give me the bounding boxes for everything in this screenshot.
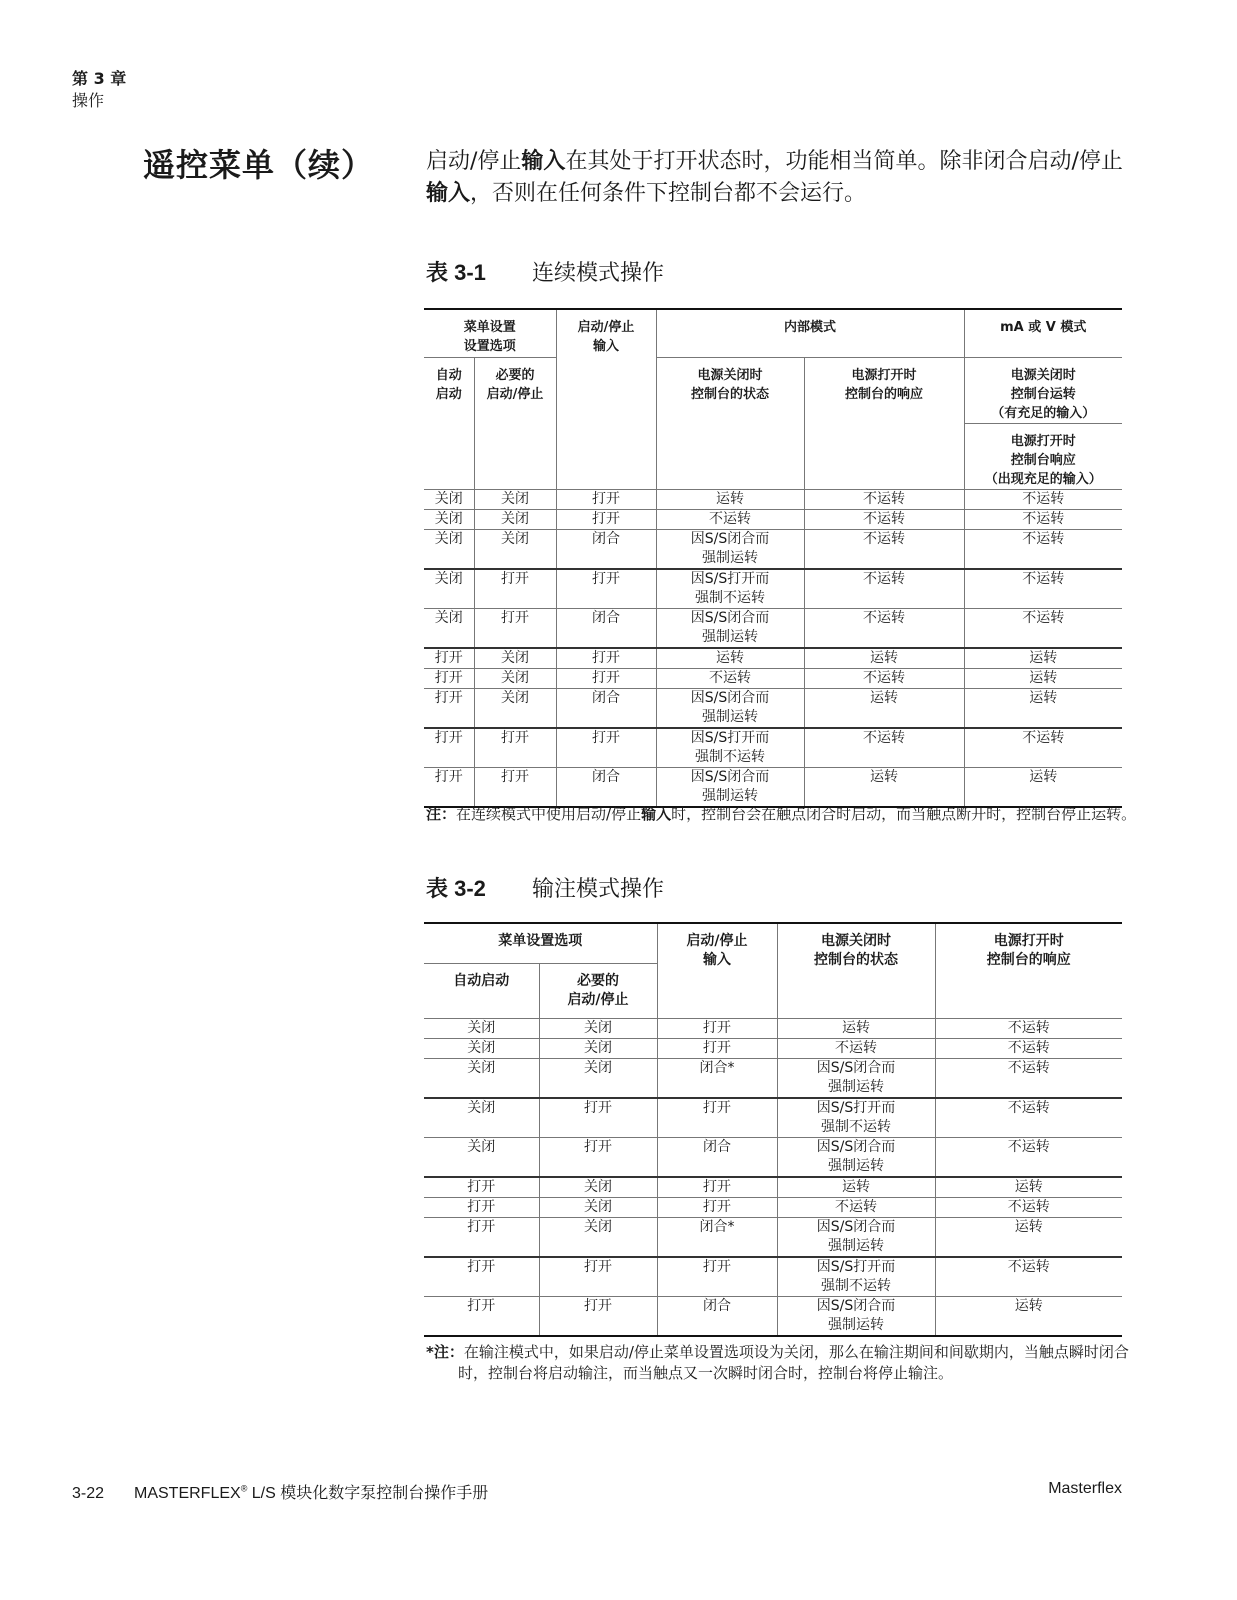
table-cell: 打开: [556, 509, 656, 529]
table-cell: 运转: [656, 489, 804, 509]
table-cell: 运转: [935, 1296, 1122, 1336]
table-cell: 因S/S打开而 强制不运转: [656, 569, 804, 609]
table-row: [424, 1018, 1122, 1038]
table-cell: 因S/S闭合而 强制运转: [777, 1217, 935, 1257]
table-cell: 关闭: [424, 509, 474, 529]
table-cell: 运转: [777, 1018, 935, 1038]
table-row: [424, 529, 1122, 569]
table-cell: 闭合: [556, 608, 656, 648]
table-cell: 因S/S闭合而 强制运转: [777, 1137, 935, 1177]
table-cell: 不运转: [804, 509, 964, 529]
table-row: [424, 688, 1122, 728]
intro-paragraph: 启动/停止输入在其处于打开状态时，功能相当简单。除非闭合启动/停止输入，否则在任何条件下控制台都不会运行。: [426, 149, 1123, 206]
table-cell: 闭合*: [657, 1058, 777, 1098]
table2-name: 输注模式操作: [532, 877, 665, 902]
table-cell: 不运转: [964, 569, 1122, 609]
table-cell: 关闭: [424, 1137, 539, 1177]
table-cell: 关闭: [424, 529, 474, 569]
table-row: [424, 668, 1122, 688]
table-row: [424, 1197, 1122, 1217]
table-cell: 不运转: [964, 608, 1122, 648]
table2-caption: [426, 872, 664, 903]
t1-h-mav-on: 电源打开时 控制台响应 （出现充足的输入）: [964, 423, 1122, 489]
table-cell: 运转: [964, 767, 1122, 807]
chapter-header: [72, 68, 126, 112]
t1-h-mav: mA 或 V 模式: [964, 309, 1122, 357]
footer-right: Masterflex: [1048, 1480, 1122, 1497]
table-cell: 不运转: [777, 1197, 935, 1217]
t1-h-startstop: 启动/停止 输入: [556, 309, 656, 489]
table-cell: 不运转: [964, 529, 1122, 569]
table-row: [424, 509, 1122, 529]
table-cell: 因S/S闭合而 强制运转: [656, 529, 804, 569]
table-cell: 关闭: [474, 509, 556, 529]
table-cell: 不运转: [804, 489, 964, 509]
t2-h-on-resp: 电源打开时 控制台的响应: [935, 923, 1122, 1018]
table-cell: 打开: [424, 1177, 539, 1198]
table-cell: 关闭: [474, 648, 556, 669]
table-cell: 关闭: [474, 489, 556, 509]
table-row: [424, 767, 1122, 807]
table1-name: 连续模式操作: [532, 261, 665, 286]
table-cell: 不运转: [964, 509, 1122, 529]
table-cell: 打开: [424, 1217, 539, 1257]
table-cell: 打开: [657, 1098, 777, 1138]
t1-h-auto: 自动 启动: [424, 357, 474, 489]
table-cell: 关闭: [424, 608, 474, 648]
footer-title: L/S 模块化数字泵控制台操作手册: [247, 1485, 489, 1502]
table-row: [424, 728, 1122, 768]
table-cell: 关闭: [539, 1197, 657, 1217]
table-cell: 运转: [964, 648, 1122, 669]
t1-h-on-resp: 电源打开时 控制台的响应: [804, 357, 964, 489]
table-cell: 打开: [424, 728, 474, 768]
table-cell: 打开: [657, 1018, 777, 1038]
table-cell: 打开: [657, 1197, 777, 1217]
table-cell: 不运转: [935, 1137, 1122, 1177]
footer-brand: MASTERFLEX: [134, 1485, 241, 1502]
table-cell: 不运转: [804, 608, 964, 648]
table-cell: 打开: [474, 569, 556, 609]
table-cell: 不运转: [804, 529, 964, 569]
table-cell: 打开: [424, 1257, 539, 1297]
table-cell: 关闭: [539, 1018, 657, 1038]
table-cell: 打开: [556, 489, 656, 509]
t1-h-mav-off: 电源关闭时 控制台运转 （有充足的输入）: [964, 357, 1122, 423]
table-cell: 打开: [424, 688, 474, 728]
table-cell: 闭合*: [657, 1217, 777, 1257]
table-cell: 运转: [804, 767, 964, 807]
table-cell: 打开: [474, 608, 556, 648]
table-cell: 闭合: [657, 1296, 777, 1336]
table-row: [424, 1058, 1122, 1098]
table1-note: 注：在连续模式中使用启动/停止输入时，控制台会在触点闭合时启动，而当触点断开时，控制台停止运转。: [426, 805, 1137, 823]
table-row: [424, 1137, 1122, 1177]
table-cell: 因S/S打开而 强制不运转: [656, 728, 804, 768]
table-row: [424, 1257, 1122, 1297]
t1-body: [424, 489, 1122, 807]
table-cell: 打开: [424, 767, 474, 807]
table-row: [424, 489, 1122, 509]
table-cell: 打开: [556, 668, 656, 688]
table1-caption: [426, 256, 664, 287]
table-cell: 不运转: [656, 509, 804, 529]
table-cell: 打开: [657, 1038, 777, 1058]
t2-h-startstop: 启动/停止 输入: [657, 923, 777, 1018]
table-cell: 打开: [424, 648, 474, 669]
table-row: [424, 648, 1122, 669]
t1-h-required: 必要的 启动/停止: [474, 357, 556, 489]
table-cell: 打开: [474, 767, 556, 807]
table-cell: 运转: [935, 1217, 1122, 1257]
table-cell: 打开: [539, 1296, 657, 1336]
table-cell: 打开: [424, 668, 474, 688]
table-cell: 不运转: [935, 1038, 1122, 1058]
table-cell: 运转: [804, 648, 964, 669]
t2-body: [424, 1018, 1122, 1336]
table-row: [424, 1296, 1122, 1336]
table-cell: 关闭: [539, 1038, 657, 1058]
t1-h-internal: 内部模式: [656, 309, 964, 357]
table-cell: 打开: [474, 728, 556, 768]
table-cell: 关闭: [474, 529, 556, 569]
table-row: [424, 1038, 1122, 1058]
table-cell: 因S/S闭合而 强制运转: [656, 688, 804, 728]
table-cell: 打开: [539, 1257, 657, 1297]
table-cell: 关闭: [424, 1058, 539, 1098]
table-infusion-mode: [424, 922, 1122, 1337]
table-cell: 运转: [935, 1177, 1122, 1198]
table2-label: 表 3-2: [426, 876, 486, 901]
chapter-number: 第 3 章: [72, 69, 127, 88]
table-cell: 不运转: [804, 668, 964, 688]
table-cell: 不运转: [935, 1197, 1122, 1217]
table-cell: 不运转: [964, 728, 1122, 768]
table-cell: 不运转: [935, 1257, 1122, 1297]
table-cell: 关闭: [424, 489, 474, 509]
table-row: [424, 569, 1122, 609]
table-cell: 关闭: [424, 1018, 539, 1038]
table-cell: 打开: [539, 1098, 657, 1138]
table-cell: 打开: [556, 728, 656, 768]
table-row: [424, 608, 1122, 648]
table-cell: 关闭: [424, 1098, 539, 1138]
table-cell: 运转: [964, 688, 1122, 728]
table-cell: 闭合: [556, 529, 656, 569]
table-cell: 不运转: [935, 1098, 1122, 1138]
table-cell: 打开: [424, 1296, 539, 1336]
table-cell: 关闭: [539, 1058, 657, 1098]
section-title: 遥控菜单（续）: [143, 146, 375, 184]
table-cell: 不运转: [935, 1058, 1122, 1098]
table-cell: 因S/S闭合而 强制运转: [777, 1058, 935, 1098]
table-cell: 运转: [777, 1177, 935, 1198]
footer-left: 3-22 MASTERFLEX® L/S 模块化数字泵控制台操作手册: [72, 1483, 489, 1502]
table-cell: 闭合: [556, 767, 656, 807]
table-cell: 关闭: [474, 668, 556, 688]
table-cell: 打开: [539, 1137, 657, 1177]
table-cell: 打开: [657, 1177, 777, 1198]
table-cell: 打开: [556, 648, 656, 669]
t1-h-off-state: 电源关闭时 控制台的状态: [656, 357, 804, 489]
table-row: [424, 1098, 1122, 1138]
table-cell: 因S/S闭合而 强制运转: [656, 608, 804, 648]
table-cell: 不运转: [804, 569, 964, 609]
table1-label: 表 3-1: [426, 260, 486, 285]
table-cell: 关闭: [424, 1038, 539, 1058]
t2-h-off-state: 电源关闭时 控制台的状态: [777, 923, 935, 1018]
table2-note: *注：在输注模式中，如果启动/停止菜单设置选项设为关闭，那么在输注期间和间歇期内，当触点瞬时闭合时，控制台将启动输注，而当触点又一次瞬时闭合时，控制台将停止输注。: [426, 1343, 1129, 1382]
table-continuous-mode: [424, 308, 1122, 808]
table-cell: 打开: [657, 1257, 777, 1297]
table-cell: 因S/S打开而 强制不运转: [777, 1257, 935, 1297]
t2-h-required: 必要的 启动/停止: [539, 963, 657, 1018]
table-cell: 因S/S闭合而 强制运转: [777, 1296, 935, 1336]
table-cell: 闭合: [556, 688, 656, 728]
t2-h-auto: 自动启动: [424, 963, 539, 1018]
table-row: [424, 1217, 1122, 1257]
chapter-section: 操作: [72, 91, 105, 110]
table-cell: 运转: [804, 688, 964, 728]
table-cell: 关闭: [539, 1177, 657, 1198]
table-cell: 因S/S闭合而 强制运转: [656, 767, 804, 807]
table-cell: 不运转: [656, 668, 804, 688]
table-cell: 运转: [964, 668, 1122, 688]
table-row: [424, 1177, 1122, 1198]
table-cell: 不运转: [964, 489, 1122, 509]
table-cell: 因S/S打开而 强制不运转: [777, 1098, 935, 1138]
table-cell: 闭合: [657, 1137, 777, 1177]
table-cell: 关闭: [539, 1217, 657, 1257]
table-cell: 打开: [424, 1197, 539, 1217]
table-cell: 不运转: [804, 728, 964, 768]
table-cell: 关闭: [474, 688, 556, 728]
table-cell: 关闭: [424, 569, 474, 609]
t2-h-menu: 菜单设置选项: [424, 923, 657, 963]
table-cell: 打开: [556, 569, 656, 609]
t1-h-menu: 菜单设置 设置选项: [424, 309, 556, 357]
table-cell: 不运转: [935, 1018, 1122, 1038]
table-cell: 不运转: [777, 1038, 935, 1058]
page-number: 3-22: [72, 1485, 105, 1502]
table-cell: 运转: [656, 648, 804, 669]
